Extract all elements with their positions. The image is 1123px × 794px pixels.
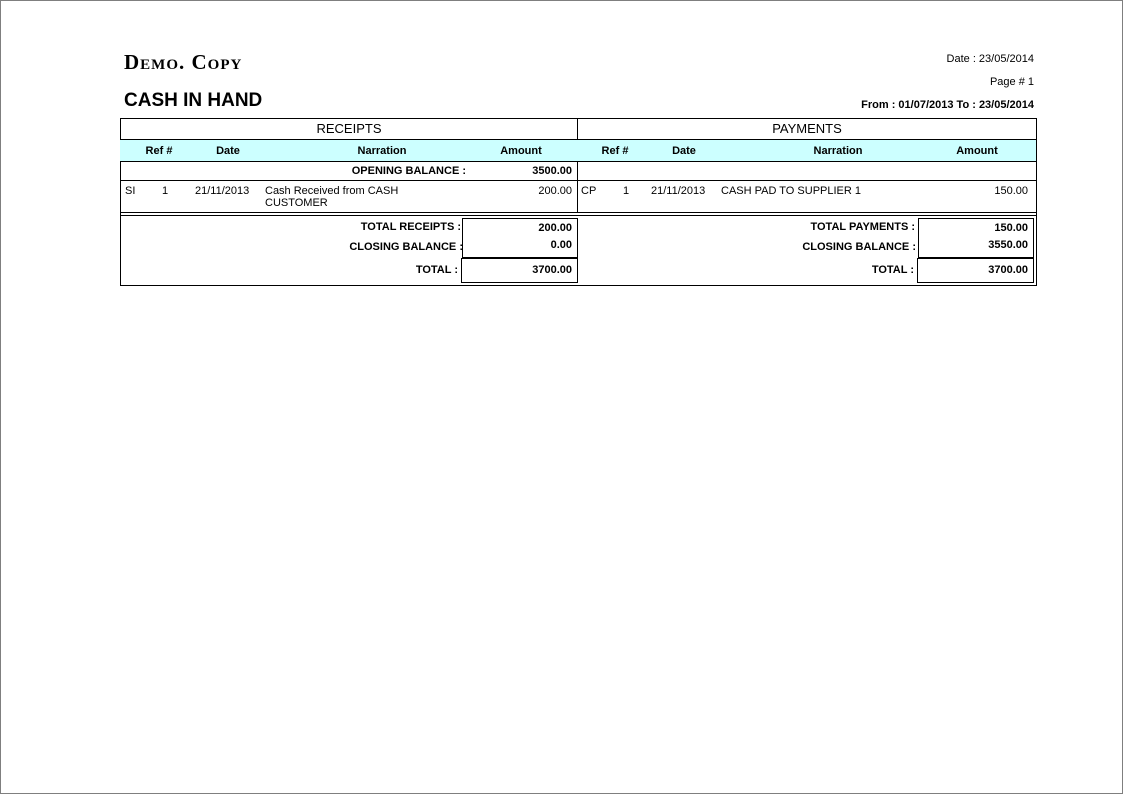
- opening-balance-divider: [120, 180, 1037, 181]
- grand-total-value-payments: 3700.00: [988, 264, 1028, 276]
- receipts-col-narration: Narration: [357, 145, 407, 157]
- company-name: Demo. Copy: [124, 50, 243, 74]
- table-middle-divider: [577, 162, 578, 212]
- total-receipts-value: 200.00: [538, 222, 572, 234]
- receipts-col-amount: Amount: [500, 145, 542, 157]
- payment-ref: 1: [623, 185, 630, 197]
- body-bottom-rule-2: [120, 215, 1037, 216]
- receipt-ref: 1: [162, 185, 169, 197]
- grand-total-value-receipts: 3700.00: [532, 264, 572, 276]
- table-bottom-border: [120, 285, 1037, 286]
- payment-narration-line1: CASH PAD TO SUPPLIER 1: [721, 185, 861, 197]
- payments-col-narration: Narration: [813, 145, 863, 157]
- receipt-narration-line2: CUSTOMER: [265, 197, 328, 209]
- receipt-narration-line1: Cash Received from CASH: [265, 185, 399, 197]
- payment-date: 21/11/2013: [651, 185, 706, 197]
- total-payments-label: TOTAL PAYMENTS :: [810, 221, 915, 233]
- total-payments-value: 150.00: [994, 222, 1028, 234]
- print-date: Date : 23/05/2014: [946, 53, 1034, 65]
- grand-total-label-receipts: TOTAL :: [415, 264, 458, 276]
- closing-balance-label-payments: CLOSING BALANCE :: [802, 241, 916, 253]
- receipts-title: RECEIPTS: [316, 121, 382, 136]
- opening-balance-value: 3500.00: [532, 165, 572, 177]
- grand-total-label-payments: TOTAL :: [871, 264, 914, 276]
- payments-title-box: [577, 118, 1037, 140]
- payments-title: PAYMENTS: [772, 121, 842, 136]
- payments-col-date: Date: [672, 145, 696, 157]
- opening-balance-label: OPENING BALANCE :: [351, 165, 466, 177]
- report-period: From : 01/07/2013 To : 23/05/2014: [861, 99, 1034, 111]
- payments-col-ref: Ref #: [601, 145, 629, 157]
- body-bottom-rule-1: [120, 212, 1037, 213]
- closing-balance-label-receipts: CLOSING BALANCE :: [349, 241, 463, 253]
- payment-voucher-type: CP: [581, 185, 597, 197]
- page-number: Page # 1: [989, 76, 1034, 88]
- total-receipts-label: TOTAL RECEIPTS :: [360, 221, 461, 233]
- receipt-date: 21/11/2013: [195, 185, 250, 197]
- closing-balance-value-receipts: 0.00: [550, 239, 572, 251]
- report-title: CASH IN HAND: [124, 90, 263, 111]
- receipts-title-box: [120, 118, 578, 140]
- receipts-col-date: Date: [216, 145, 240, 157]
- table-right-border: [1036, 140, 1037, 286]
- receipts-col-ref: Ref #: [145, 145, 173, 157]
- receipt-amount: 200.00: [538, 185, 572, 197]
- receipt-voucher-type: SI: [125, 185, 136, 197]
- closing-balance-value-payments: 3550.00: [988, 239, 1028, 251]
- payments-col-amount: Amount: [956, 145, 998, 157]
- payment-amount: 150.00: [994, 185, 1028, 197]
